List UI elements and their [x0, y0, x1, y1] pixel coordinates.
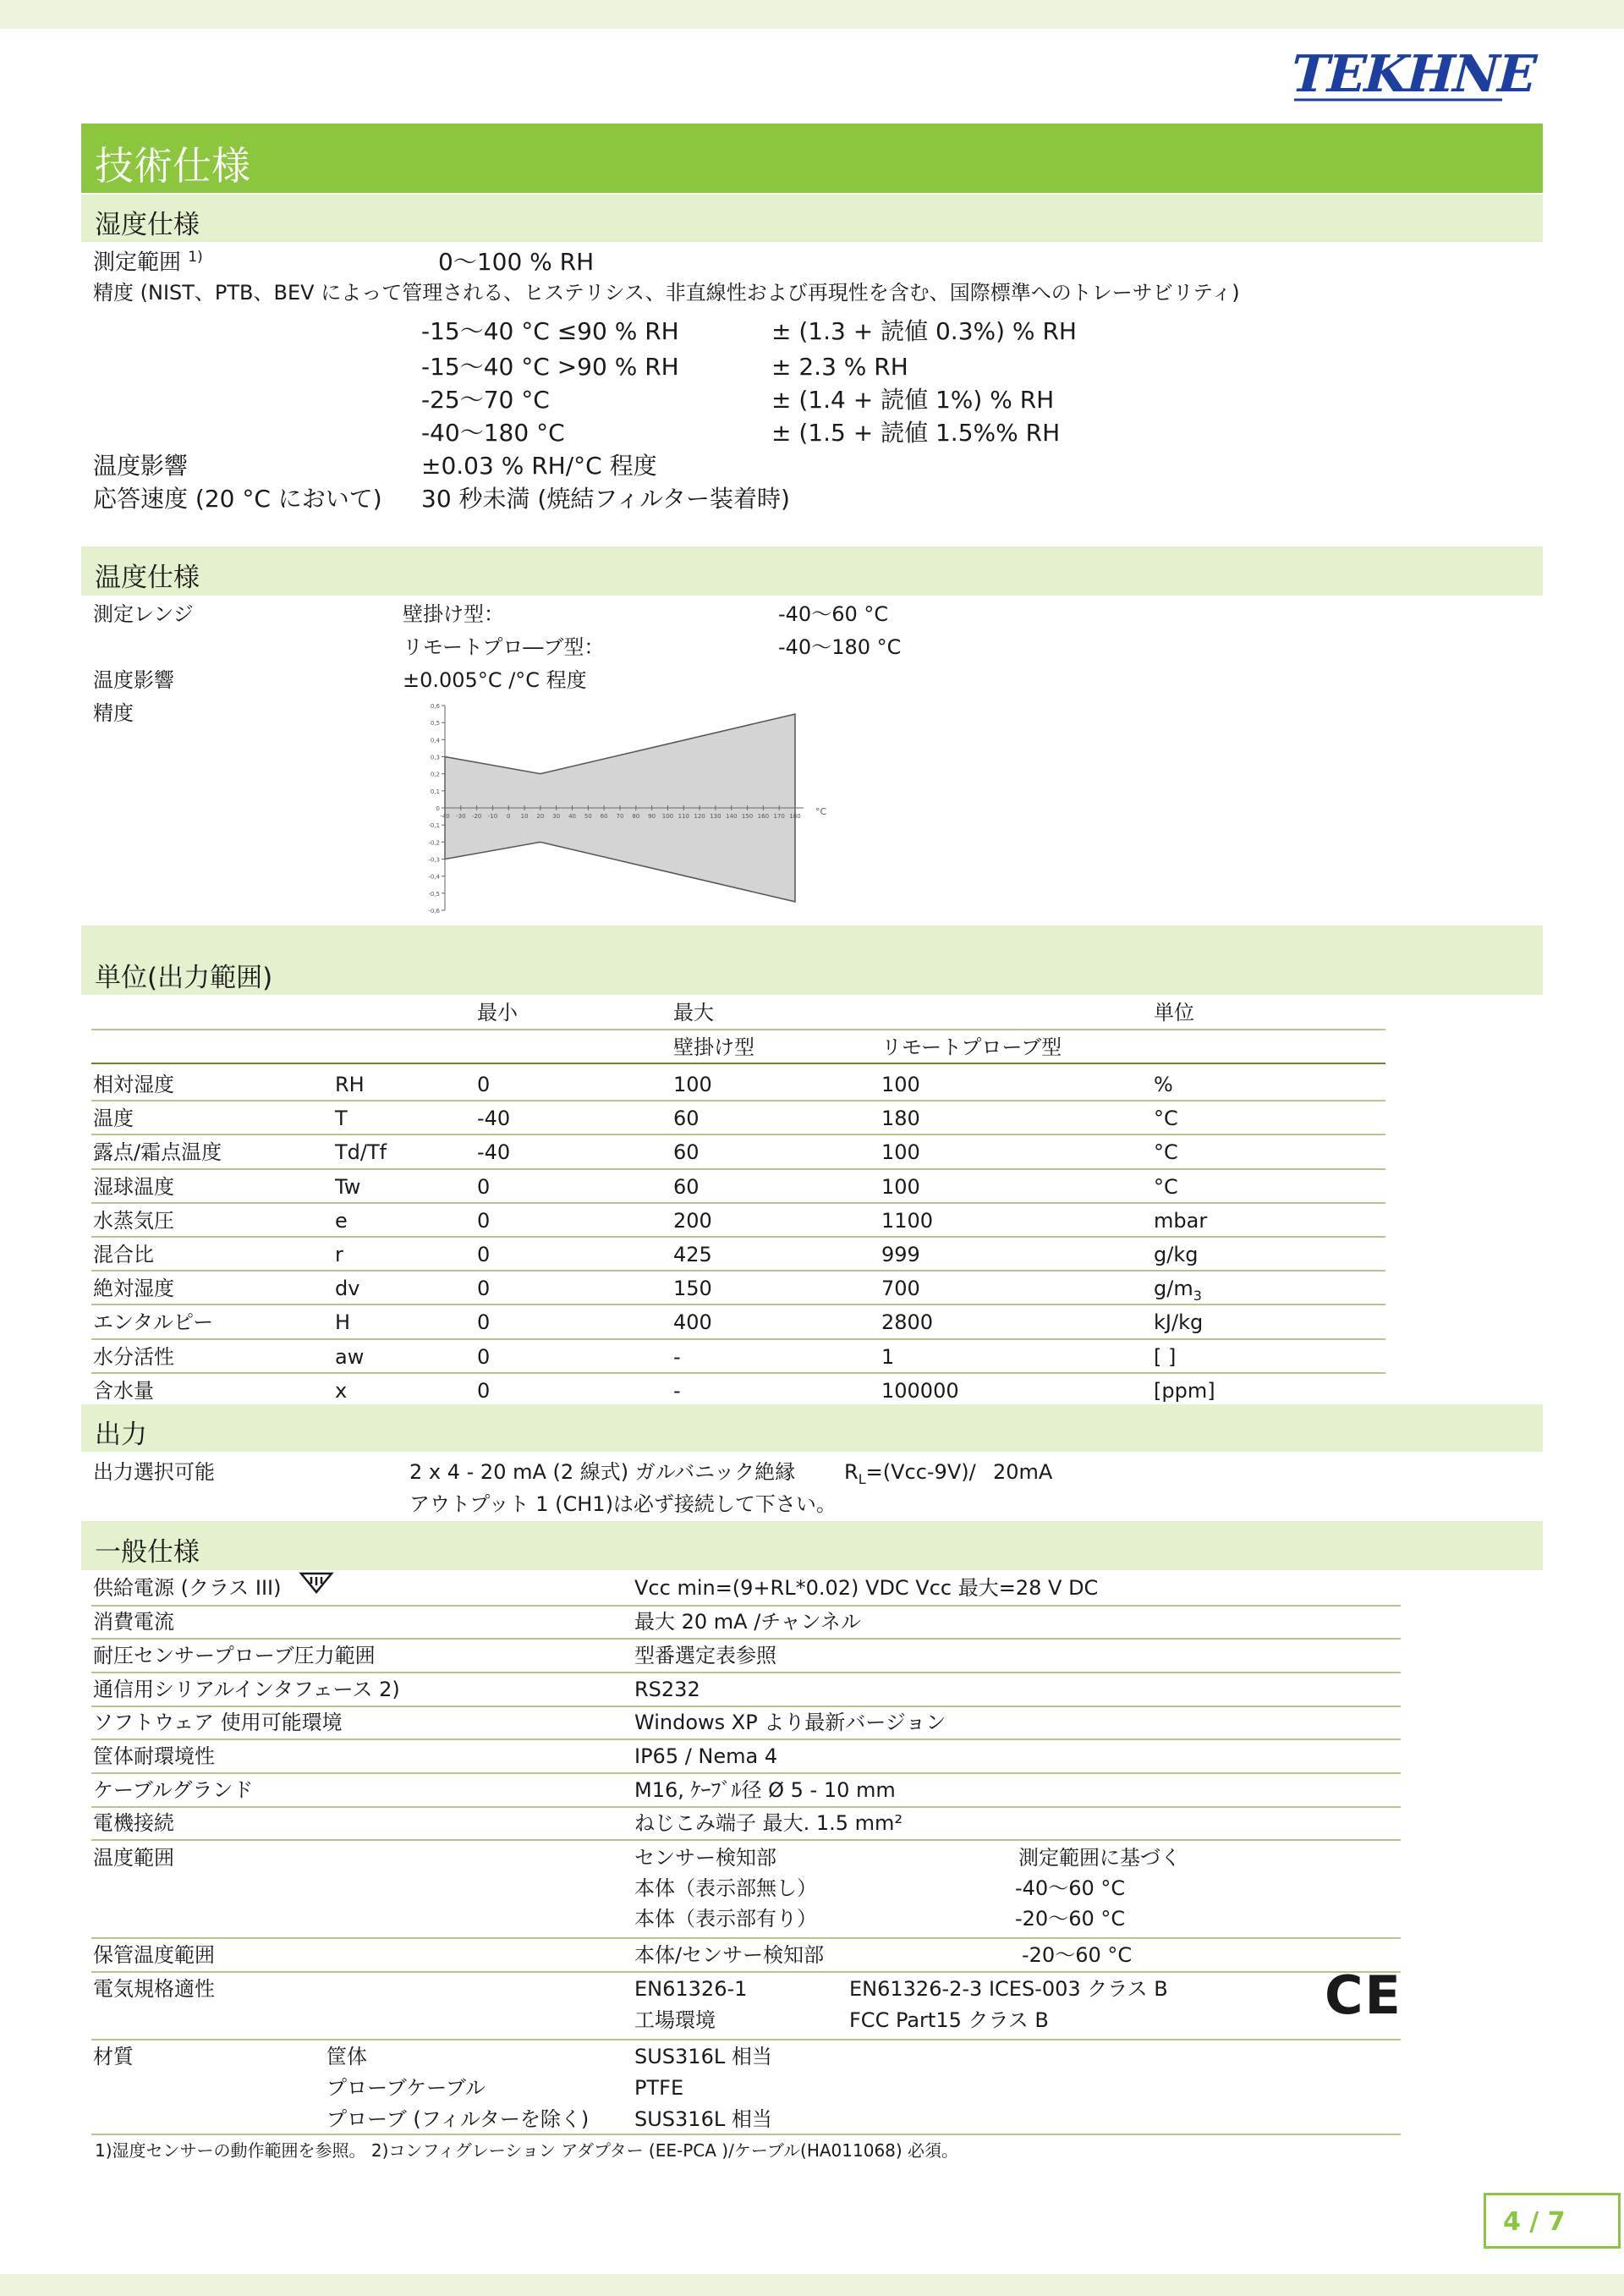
x-tick-label: 40 — [568, 813, 577, 820]
x-tick-label: 170 — [773, 813, 785, 820]
y-tick-label: 0,3 — [430, 754, 440, 761]
general-emc-label: 電気規格適性 — [93, 1977, 215, 2001]
humidity-temp-effect-value: ±0.03 % RH/°C 程度 — [421, 452, 657, 480]
x-tick-label: 20 — [536, 813, 545, 820]
units-cell-name: 露点/霜点温度 — [93, 1140, 222, 1165]
general-temp-value: -20〜60 °C — [1015, 1907, 1126, 1931]
y-tick-label: 0 — [436, 805, 440, 812]
general-material-item: プローブケーブル — [326, 2076, 486, 2100]
general-rule — [91, 1806, 1401, 1808]
units-cell-remote: 999 — [881, 1243, 920, 1266]
page-title-bar — [81, 124, 1543, 193]
general-electrical-label: 電機接続 — [93, 1811, 174, 1835]
units-col-unit: 単位 — [1154, 1001, 1194, 1024]
units-cell-remote: 700 — [881, 1277, 920, 1301]
temp-accuracy-label: 精度 — [93, 701, 134, 725]
units-cell-symbol: H — [335, 1310, 351, 1335]
x-tick-label: 90 — [648, 813, 656, 820]
x-tick-label: -10 — [487, 813, 498, 820]
general-emc-fcc: FCC Part15 クラス B — [849, 2008, 1049, 2032]
y-tick-label: 0,6 — [430, 703, 440, 710]
accuracy-condition: -15〜40 °C ≤90 % RH — [421, 317, 679, 345]
y-tick-label: 0,2 — [430, 771, 440, 778]
units-row-rule — [91, 1168, 1385, 1170]
general-rule — [91, 1937, 1401, 1939]
units-row-rule — [91, 1338, 1385, 1340]
units-cell-symbol: T — [335, 1107, 348, 1131]
units-cell-name: エンタルピー — [93, 1310, 214, 1335]
units-cell-remote: 100 — [881, 1073, 920, 1096]
y-tick-label: -0,4 — [428, 873, 440, 881]
y-tick-label: -0,2 — [428, 839, 440, 847]
accuracy-value: ± (1.4 + 読値 1%) % RH — [771, 386, 1055, 414]
units-cell-min: 0 — [477, 1174, 491, 1199]
general-current-label: 消費電流 — [93, 1610, 174, 1634]
units-cell-name: 相対湿度 — [93, 1073, 174, 1096]
output-line2: アウトプット 1 (CH1)は必ず接続して下さい。 — [409, 1492, 837, 1516]
general-rule — [91, 1738, 1401, 1740]
units-cell-unit: g/kg — [1154, 1243, 1199, 1266]
general-rule — [91, 1772, 1401, 1774]
units-cell-min: 0 — [477, 1073, 491, 1096]
general-storage-label: 保管温度範囲 — [93, 1943, 215, 1967]
humidity-response-value: 30 秒未満 (焼結フィルター装着時) — [421, 485, 790, 513]
x-tick-label: 10 — [520, 813, 529, 820]
x-tick-label: -40 — [440, 813, 450, 820]
units-cell-min: 0 — [477, 1243, 491, 1266]
general-temp-item: センサー検知部 — [634, 1846, 776, 1870]
units-cell-unit: kJ/kg — [1154, 1310, 1204, 1335]
units-cell-remote: 100000 — [881, 1378, 959, 1403]
units-cell-name: 混合比 — [93, 1243, 154, 1266]
general-material-value: SUS316L 相当 — [634, 2045, 772, 2068]
x-tick-label: 70 — [616, 813, 624, 820]
top-band — [0, 0, 1624, 29]
units-cell-min: 0 — [477, 1277, 491, 1301]
general-material-item: 筐体 — [326, 2045, 367, 2068]
units-row-rule — [91, 1202, 1385, 1204]
general-storage-item: 本体/センサー検知部 — [634, 1943, 825, 1967]
general-enclosure-value: IP65 / Nema 4 — [634, 1744, 778, 1768]
units-cell-unit: $g/m_3$ — [1154, 1277, 1202, 1304]
x-tick-label: 140 — [726, 813, 738, 820]
units-cell-min: 0 — [477, 1344, 491, 1369]
units-cell-wall: 400 — [673, 1310, 712, 1335]
temp-remote-label: リモートプロ―ブ型： — [403, 635, 605, 659]
section-temperature-heading: 温度仕様 — [95, 563, 200, 593]
general-pressure-value: 型番選定表参照 — [634, 1644, 776, 1667]
temp-wall-value: -40〜60 °C — [778, 602, 889, 626]
general-gland-label: ケーブルグランド — [93, 1778, 254, 1802]
x-tick-label: 130 — [710, 813, 721, 820]
accuracy-condition: -40〜180 °C — [421, 419, 565, 447]
x-tick-label: 50 — [584, 813, 592, 820]
general-temp-value: -40〜60 °C — [1015, 1876, 1126, 1900]
general-rule — [91, 2134, 1401, 2135]
general-serial-label: 通信用シリアルインタフェース 2) — [93, 1678, 400, 1701]
temp-wall-label: 壁掛け型： — [403, 602, 504, 626]
general-emc-environment: 工場環境 — [634, 2008, 716, 2032]
units-row-rule — [91, 1372, 1385, 1374]
units-cell-symbol: Td/Tf — [335, 1140, 387, 1165]
footnote: 1)湿度センサーの動作範囲を参照。 2)コンフィグレーション アダプター (EE-PCA )/ケーブル(HA011068) 必須。 — [95, 2140, 959, 2161]
humidity-range-label: 測定範囲 $^{1)}$ — [93, 249, 203, 276]
general-software-value: Windows XP より最新バージョン — [634, 1711, 946, 1734]
units-col-min: 最小 — [477, 1001, 518, 1024]
units-cell-unit: °C — [1154, 1174, 1178, 1199]
general-supply-value: Vcc min=(9+RL*0.02) VDC Vcc 最大=28 V DC — [634, 1576, 1099, 1600]
units-cell-symbol: r — [335, 1243, 343, 1266]
units-cell-unit: [ ] — [1154, 1344, 1177, 1369]
units-cell-symbol: aw — [335, 1344, 365, 1369]
y-tick-label: 0,4 — [430, 737, 440, 744]
units-cell-wall: 150 — [673, 1277, 712, 1301]
power-class-iii-icon — [298, 1570, 335, 1596]
general-temp-item: 本体（表示部有り） — [634, 1907, 817, 1931]
units-cell-wall: - — [673, 1344, 681, 1369]
units-cell-remote: 2800 — [881, 1310, 934, 1335]
units-cell-symbol: Tw — [335, 1174, 361, 1199]
ce-mark-icon: CE — [1325, 1964, 1402, 2026]
humidity-range-value: 0〜100 % RH — [438, 248, 595, 276]
section-output — [81, 1404, 1543, 1452]
y-tick-label: -0,6 — [428, 908, 440, 915]
units-cell-min: -40 — [477, 1140, 511, 1165]
units-cell-wall: 60 — [673, 1174, 700, 1199]
section-units — [81, 926, 1543, 995]
general-material-value: SUS316L 相当 — [634, 2107, 772, 2131]
output-rl-formula: $R_L=(Vcc-9V)/$ — [844, 1460, 976, 1487]
units-cell-remote: 1100 — [881, 1208, 934, 1233]
temp-effect-label: 温度影響 — [93, 668, 174, 692]
units-cell-min: 0 — [477, 1378, 491, 1403]
units-cell-wall: 200 — [673, 1208, 712, 1233]
units-cell-unit: °C — [1154, 1140, 1178, 1165]
general-rule — [91, 1605, 1401, 1607]
general-rule — [91, 1672, 1401, 1673]
output-label: 出力選択可能 — [93, 1460, 215, 1484]
units-row-rule — [91, 1100, 1385, 1101]
accuracy-condition: -25〜70 °C — [421, 386, 550, 414]
units-header-rule — [91, 1029, 1385, 1030]
x-tick-label: 110 — [678, 813, 689, 820]
general-material-value: PTFE — [634, 2076, 684, 2100]
accuracy-condition: -15〜40 °C >90 % RH — [421, 353, 679, 381]
general-material-item: プローブ (フィルターを除く) — [326, 2107, 590, 2131]
general-storage-value: -20〜60 °C — [1022, 1943, 1133, 1967]
general-rule — [91, 1839, 1401, 1841]
temp-remote-value: -40〜180 °C — [778, 635, 902, 659]
bottom-band — [0, 2274, 1624, 2296]
general-rule — [91, 1706, 1401, 1707]
units-cell-remote: 100 — [881, 1140, 920, 1165]
temperature-accuracy-chart — [414, 697, 837, 920]
units-col-wall: 壁掛け型 — [673, 1035, 754, 1059]
temp-range-label: 測定レンジ — [93, 602, 194, 626]
x-tick-label: 160 — [757, 813, 770, 820]
section-humidity — [81, 195, 1543, 242]
general-rule — [91, 1638, 1401, 1640]
units-cell-min: -40 — [477, 1107, 511, 1131]
general-temp-label: 温度範囲 — [93, 1846, 174, 1870]
humidity-response-label: 応答速度 (20 °C において) — [93, 485, 382, 513]
x-axis-label: °C — [815, 806, 827, 817]
units-cell-wall: 425 — [673, 1243, 712, 1266]
general-supply-label: 供給電源 (クラス III) — [93, 1576, 282, 1600]
section-general — [81, 1521, 1543, 1570]
units-row-rule — [91, 1134, 1385, 1135]
units-cell-name: 水分活性 — [93, 1344, 174, 1369]
y-tick-label: -0,5 — [428, 890, 440, 898]
general-rule — [91, 2039, 1401, 2041]
general-current-value: 最大 20 mA /チャンネル — [634, 1610, 861, 1634]
y-tick-label: -0,3 — [428, 856, 440, 864]
output-line1: 2 x 4 - 20 mA (2 線式) ガルバニック絶縁 — [409, 1460, 796, 1484]
units-header-bottom-rule — [91, 1063, 1385, 1064]
units-cell-min: 0 — [477, 1310, 491, 1335]
output-rl-current: 20mA — [993, 1460, 1053, 1484]
x-tick-label: 30 — [552, 813, 561, 820]
y-tick-label: -0,1 — [428, 822, 440, 830]
x-tick-label: 80 — [632, 813, 640, 820]
x-tick-label: 100 — [661, 813, 674, 820]
units-cell-remote: 1 — [881, 1344, 895, 1369]
logo-text: TEKHNE — [1283, 44, 1542, 104]
general-pressure-label: 耐圧センサープローブ圧力範囲 — [93, 1644, 376, 1667]
general-temp-item: 本体（表示部無し） — [634, 1876, 817, 1900]
general-gland-value: M16, ｹｰﾌﾞﾙ径 Ø 5 - 10 mm — [634, 1778, 896, 1802]
units-cell-unit: mbar — [1154, 1208, 1208, 1233]
humidity-temp-effect-label: 温度影響 — [93, 452, 189, 480]
units-cell-wall: - — [673, 1378, 681, 1403]
y-tick-label: 0,1 — [430, 788, 440, 795]
section-output-heading: 出力 — [95, 1420, 147, 1450]
general-software-label: ソフトウェア 使用可能環境 — [93, 1711, 343, 1734]
units-cell-unit: [ppm] — [1154, 1378, 1215, 1403]
general-serial-value: RS232 — [634, 1678, 700, 1701]
page-number-box — [1484, 2193, 1621, 2249]
units-cell-remote: 100 — [881, 1174, 920, 1199]
units-cell-wall: 100 — [673, 1073, 712, 1096]
tekhne-logo — [1281, 42, 1542, 107]
units-cell-symbol: dv — [335, 1277, 360, 1301]
units-cell-symbol: x — [335, 1378, 348, 1403]
units-row-rule — [91, 1270, 1385, 1272]
y-tick-label: 0,5 — [430, 720, 440, 728]
x-tick-label: -20 — [471, 813, 482, 820]
units-cell-unit: % — [1154, 1073, 1173, 1096]
accuracy-value: ± 2.3 % RH — [771, 353, 908, 381]
x-tick-label: 150 — [741, 813, 754, 820]
x-tick-label: -30 — [456, 813, 466, 820]
x-tick-label: 0 — [507, 813, 511, 820]
x-tick-label: 120 — [694, 813, 705, 820]
units-row-rule — [91, 1304, 1385, 1305]
general-emc-standard-2: EN61326-2-3 ICES-003 クラス B — [849, 1977, 1168, 2001]
units-col-max: 最大 — [673, 1001, 714, 1024]
general-emc-standard-1: EN61326-1 — [634, 1977, 748, 2001]
units-cell-name: 絶対湿度 — [93, 1277, 174, 1301]
general-rule — [91, 1971, 1401, 1973]
x-tick-label: 60 — [600, 813, 608, 820]
section-temperature — [81, 547, 1543, 596]
units-cell-wall: 60 — [673, 1107, 700, 1131]
section-units-heading: 単位(出力範囲) — [95, 963, 273, 993]
x-tick-label: 180 — [789, 813, 801, 820]
units-row-rule — [91, 1236, 1385, 1238]
units-cell-name: 温度 — [93, 1107, 134, 1131]
humidity-accuracy-label: 精度 (NIST、PTB、BEV によって管理される、ヒステリシス、非直線性および再現性を含む、国際標準へのトレーサビリティ) — [93, 281, 1240, 305]
units-cell-name: 湿球温度 — [93, 1174, 174, 1199]
general-electrical-value: ねじこみ端子 最大. 1.5 mm² — [634, 1811, 903, 1835]
units-cell-unit: °C — [1154, 1107, 1178, 1131]
units-cell-name: 水蒸気圧 — [93, 1208, 174, 1233]
accuracy-value: ± (1.5 + 読値 1.5%% RH — [771, 419, 1061, 447]
temp-effect-value: ±0.005°C /°C 程度 — [403, 668, 587, 692]
units-cell-remote: 180 — [881, 1107, 920, 1131]
units-cell-symbol: e — [335, 1208, 348, 1233]
units-cell-name: 含水量 — [93, 1378, 154, 1403]
accuracy-value: ± (1.3 + 読値 0.3%) % RH — [771, 317, 1077, 345]
section-humidity-heading: 湿度仕様 — [95, 210, 200, 240]
units-cell-symbol: RH — [335, 1073, 365, 1096]
units-col-remote: リモートプローブ型 — [881, 1035, 1062, 1059]
page-title: 技術仕様 — [95, 143, 250, 189]
general-temp-value: 測定範囲に基づく — [1018, 1846, 1181, 1870]
units-cell-wall: 60 — [673, 1140, 700, 1165]
units-cell-unit-sub: 3 — [1193, 1287, 1202, 1304]
section-general-heading: 一般仕様 — [95, 1537, 200, 1568]
general-enclosure-label: 筐体耐環境性 — [93, 1744, 215, 1768]
general-material-label: 材質 — [93, 2045, 134, 2068]
page-number: 4 / 7 — [1503, 2207, 1566, 2237]
units-cell-min: 0 — [477, 1208, 491, 1233]
